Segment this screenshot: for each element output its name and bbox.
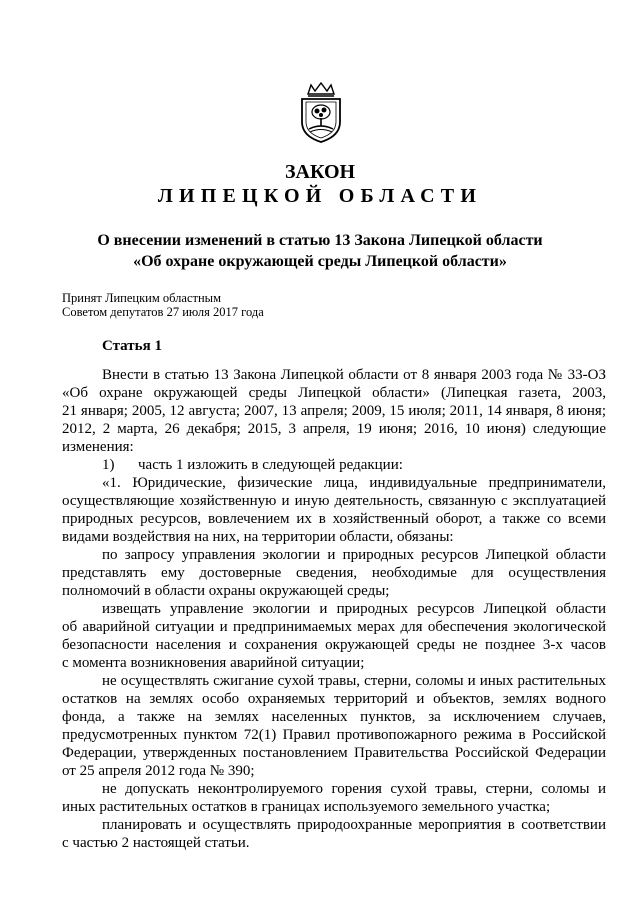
body-line: остатков на землях особо охраняемых территорий и объектов, землях водного bbox=[62, 691, 606, 707]
list-item bbox=[102, 456, 606, 474]
law-subject-line-2: «Об охране окружающей среды Липецкой области» bbox=[133, 253, 507, 270]
body-line: Внести в статью 13 Закона Липецкой области от 8 января 2003 года № 33-ОЗ bbox=[102, 367, 606, 383]
body-line: «1. Юридические, физические лица, индивидуальные предприниматели, bbox=[102, 475, 606, 491]
body-line: «Об охране окружающей среды Липецкой области» (Липецкая газета, 2003, bbox=[62, 385, 606, 401]
body-line: не допускать неконтролируемого горения сухой травы, стерни, соломы и bbox=[102, 781, 606, 797]
adoption-note-line-1: Принят Липецким областным bbox=[62, 291, 221, 305]
body-line: природных ресурсов, вовлечением их в хозяйственный оборот, а также со всеми bbox=[62, 511, 606, 527]
body-line: иных растительных остатков в границах используемого земельного участка; bbox=[62, 799, 551, 815]
body-line: полномочий в области охраны окружающей среды; bbox=[62, 583, 390, 599]
body-line: Федерации, утвержденных постановлением Правительства Российской Федерации bbox=[62, 745, 606, 761]
article-heading: Статья 1 bbox=[102, 338, 162, 354]
body-line: изменения: bbox=[62, 439, 134, 455]
body-line: представлять ему достоверные сведения, необходимые для осуществления bbox=[62, 565, 606, 581]
adoption-note-line-2: Советом депутатов 27 июля 2017 года bbox=[62, 305, 264, 319]
body-line: по запросу управления экологии и природных ресурсов Липецкой области bbox=[102, 547, 606, 563]
list-item-text: часть 1 изложить в следующей редакции: bbox=[138, 457, 403, 473]
body-line: 2012, 2 марта, 26 декабря; 2015, 3 апреля, 19 июня; 2016, 10 июня) следующие bbox=[62, 421, 606, 437]
law-title: ЗАКОН bbox=[284, 161, 356, 183]
body-line: извещать управление экологии и природных ресурсов Липецкой области bbox=[102, 601, 606, 617]
law-subject-line-1: О внесении изменений в статью 13 Закона Липецкой области bbox=[97, 232, 543, 249]
body-line: осуществляющие хозяйственную и иную деятельность, связанную с эксплуатацией bbox=[62, 493, 606, 509]
body-line: безопасности населения и сохранения окружающей среды не позднее 3-х часов bbox=[62, 637, 606, 653]
body-line: с частью 2 настоящей статьи. bbox=[62, 835, 250, 851]
body-line: видами воздействия на них, на территории области, обязаны: bbox=[62, 529, 454, 545]
body-line: планировать и осуществлять природоохранные мероприятия в соответствии bbox=[102, 817, 606, 833]
body-line: от 25 апреля 2012 года № 390; bbox=[62, 763, 255, 779]
list-item-number: 1) bbox=[102, 457, 115, 473]
region-title: ЛИПЕЦКОЙ ОБЛАСТИ bbox=[157, 185, 483, 207]
lipetsk-coat-of-arms-icon bbox=[296, 82, 346, 144]
body-line: не осуществлять сжигание сухой травы, стерни, соломы и иных растительных bbox=[102, 673, 606, 689]
body-line: предусмотренных пунктом 72(1) Правил противопожарного режима в Российской bbox=[62, 727, 606, 743]
body-line: фонда, а также на землях населенных пунктов, за исключением случаев, bbox=[62, 709, 606, 725]
body-line: 21 января; 2005, 12 августа; 2007, 13 апреля; 2009, 15 июля; 2011, 14 января, 8 июня; bbox=[62, 403, 606, 419]
body-line: об аварийной ситуации и предпринимаемых мерах для обеспечения экологической bbox=[62, 619, 606, 635]
body-line: с момента возникновения аварийной ситуации; bbox=[62, 655, 365, 671]
